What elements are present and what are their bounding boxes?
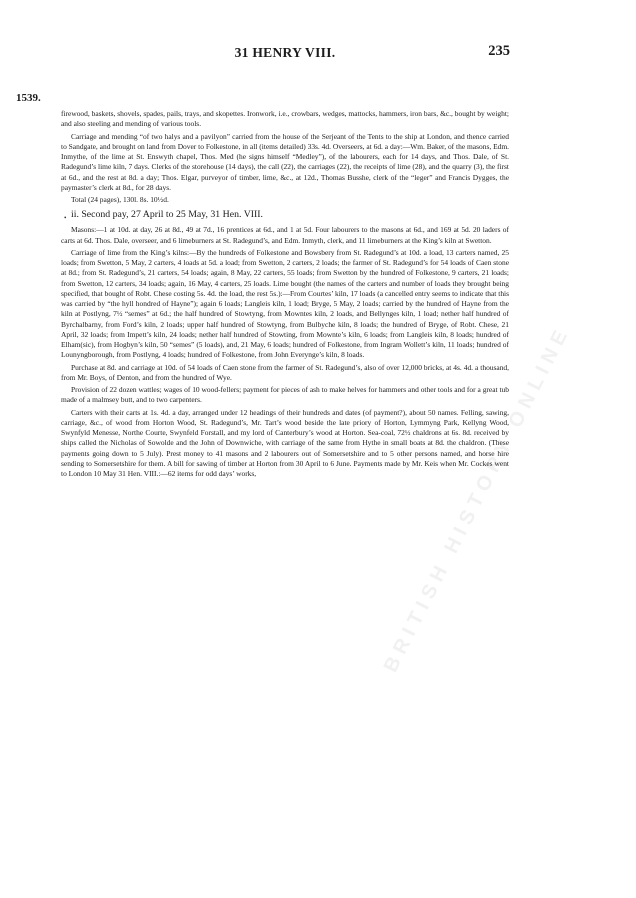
paragraph-8: Carters with their carts at 1s. 4d. a day, arranged under 12 headings of their hundreds and dates (of payment?), about 50 names. Felling, sawing, carriage, &c., of wood from Horton Wood, St. Radegund’s, Mr. Tart’s wood beside the late priory of Horton, Lymmyng Park, Kellyng Wood, Swynfyld Menesse, Northe Courte, Swynfeld Forstall, and my lord of Canterbury’s wood at Horton. Sea-coal, 72½ chaldrons at 6s. 8d. received by ships called the Nicholas of Sowolde and the John of Downwiche, with carriage of the same from Hythe in small boats at 8d. the chaldron. (These payments going down to 5 July). Prest money to 41 masons and 2 labourers out of Somersetshire and to 5 other persons named, and horse hire sending to Somersetshire for them. A bill for sawing of timber at Horton from 30 April to 6 June. Payments made by Mr. Keis when Mr. Cockes went to London 10 May 31 Hen. VIII.:—62 items for odd days’ works, — [61, 407, 509, 478]
margin-bullet-mark: • — [64, 214, 67, 222]
paragraph-6: Purchase at 8d. and carriage at 10d. of 54 loads of Caen stone from the farmer of St. Radegund’s, also of over 12,000 bricks, at 4s. 4d. a thousand, from Mr. Boys, of Denton, and from the hundred of Wye. — [61, 362, 509, 382]
paragraph-5: Carriage of lime from the King’s kilns:—By the hundreds of Folkestone and Bowsbery from St. Radegund’s at 10d. a load, 13 carters named, 25 loads; from Swetton, 5 May, 2 carters, 4 loads at 5d. a load; from Swetton, 2 carters, 2 loads; the farmer of St. Radegund’s for 54 loads of Caen stone at 8d.; from St. Radegund’s, 21 carters, 54 loads; again, 8 May, 22 carters, 55 loads; from Swetton by the hundred of Folkestone, 9 carters, 21 loads; from Swetton, 12 carters, 34 loads; again, 16 May, 4 carters, 25 loads. Lime bought (the names of the carters and number of loads they brought being specified, that bought of Robt. Chese costing 5s. 4d. the load, the rest 5s.):—From Courtes’ kiln, 17 loads (a cancelled entry seems to indicate that this was carried by “the hyll hondred of Hayne”); again 6 loads; Langleis kiln, 1 load; Bryge, 5 May, 2 loads; carried by the hundred of Hayne from the kiln at Postlyng, 7½ “semes” at 6d.; the half hundred of Stowtyng, from Mowntes kiln, 2 loads, and Bellynges kiln, 1 load; nether half hundred of Byrchalbarny, from Ford’s kiln, 2 loads; upper half hundred of Stowtyng, from Bulbyche kiln, 8 loads; the hundred of Bryge, of Robt. Chese, 21 April, 32 loads; from Impett’s kiln, 24 loads; nether half hundred of Stowting, from Mownte’s kiln, 6 loads; from Langleis kiln, 8 loads; hundred of Elham(sic), from Hogbyn’s kiln, 50 “semes” (5 loads), and, 21 May, 6 loads; hundred of Folkestone, from Ingram Wollett’s kiln, 11 loads; hundred of Lounyngborough, from Postlyng, 4 loads; hundred of Folkestone, from John Everynge’s kiln, 8 loads. — [61, 247, 509, 360]
page-number: 235 — [488, 43, 510, 59]
paragraph-7: Provision of 22 dozen wattles; wages of 10 wood-fellers; payment for pieces of ash to make helves for hammers and other tools and for a great tub made of a malmsey butt, and to two carpenters. — [61, 385, 509, 405]
running-title: 31 HENRY VIII. — [234, 45, 336, 60]
watermark-text: BRITISH HISTORY ONLINE — [379, 321, 575, 676]
page-header — [60, 43, 510, 63]
paragraph-total: Total (24 pages), 130l. 8s. 10½d. — [71, 195, 169, 204]
paragraph-4: Masons:—1 at 10d. at day, 26 at 8d., 49 at 7d., 16 prentices at 6d., and 1 at 5d. Four labourers to the masons at 6d., and 169 at 5d. 20 laders of carts at 6d. Thos. Dale, overseer, and 6 limeburners at St. Radegund’s, and Edm. Inmyth, clerk, and 11 limeburners at the King’s kiln at Swetton. — [61, 225, 509, 245]
section-heading: ii. Second pay, 27 April to 25 May, 31 Hen. VIII. — [71, 209, 264, 221]
paragraph-2: Carriage and mending “of two halys and a pavilyon” carried from the house of the Serjeant of the Tents to the ship at London, and thence carried to Sandgate, and brought on land from Dover to Folkestone, in all (items detailed) 33s. 4d. Overseers, at 6d. a day:—Wm. Baker, of the masons, Edm. Inmythe, of the lime at St. Enswyth chapel, Thos. Med (he signs himself “Medley”), of the labourers, each for 14 days, and Thos. Dale, of St. Radegund’s lime kiln, 7 days. Clerks of the storehouse (14 days), the call (22), the carriages (22), the receipts of lime (28), and the quarry (3), the first at 6d., and the rest at 8d. a day; Thos. Elgar, purveyor of timber, lime, &c., at 12d., Thomas Busshe, clerk of the “leger” and Francis Dygges, the paymaster’s clerk at 8d., for 28 days. — [61, 131, 509, 192]
margin-year: 1539. — [16, 92, 41, 104]
document-body — [61, 109, 509, 481]
paragraph-1: firewood, baskets, shovels, spades, pails, trays, and skopettes. Ironwork, i.e., crowbars, wedges, mattocks, hammers, iron bars, &c., bought by weight; and also steeling and mending of various tools. — [61, 109, 509, 129]
